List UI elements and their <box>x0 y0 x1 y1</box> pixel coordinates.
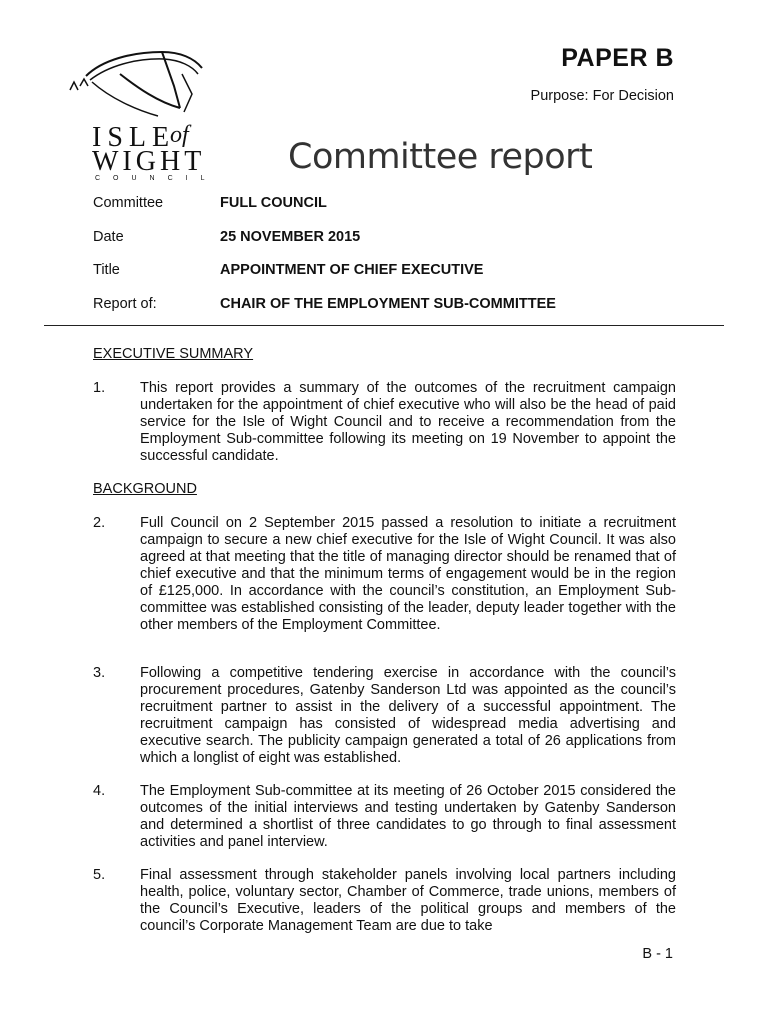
meta-value: CHAIR OF THE EMPLOYMENT SUB-COMMITTEE <box>220 296 556 312</box>
paragraph-2 <box>93 515 676 634</box>
meta-row-report-of <box>93 296 556 312</box>
meta-value: FULL COUNCIL <box>220 195 327 211</box>
paragraph-number: 3. <box>93 665 106 681</box>
paragraph-1 <box>93 380 676 465</box>
paragraph-text: Final assessment through stakeholder panels involving local partners including health, police, voluntary sector, Chamber of Commerce, trade unions, members of the Council’s Executive, leaders of the political groups and members of the council’s Corporate Management Team are due to take <box>140 867 676 934</box>
background-heading: BACKGROUND <box>93 481 197 497</box>
meta-key: Committee <box>93 195 164 211</box>
paragraph-text: Following a competitive tendering exercise in accordance with the council’s procurement procedures, Gatenby Sanderson Ltd was appointed as the council’s recruitment partner to assist in the delivery of a successful appointment. The recruitment campaign has consisted of widespread media advertising and executive search. The publicity campaign generated a total of 26 applications from which a longlist of eight was established. <box>140 665 676 766</box>
meta-key: Title <box>93 262 120 278</box>
logo-text-wight: WIGHT <box>92 146 206 177</box>
logo-text-isle: ISLE <box>92 122 176 153</box>
meta-value: 25 NOVEMBER 2015 <box>220 229 361 245</box>
paragraph-text: This report provides a summary of the outcomes of the recruitment campaign undertaken for the appointment of chief executive who will also be the head of paid service for the Isle of Wight Council and to receive a recommendation from the Employment Sub-committee following its meeting on 19 November to appoint the successful candidate. <box>140 380 676 464</box>
paragraph-4 <box>93 783 676 851</box>
paragraph-number: 1. <box>93 380 106 396</box>
paragraph-text: The Employment Sub-committee at its meeting of 26 October 2015 considered the outcomes of the initial interviews and testing undertaken by Gatenby Sanderson and determined a shortlist of three candidates to go through to final assessment activities and panel interview. <box>140 783 676 850</box>
header-divider <box>44 325 724 326</box>
meta-value: APPOINTMENT OF CHIEF EXECUTIVE <box>220 262 484 278</box>
paragraph-number: 5. <box>93 867 106 883</box>
isle-of-wight-council-logo <box>62 46 212 182</box>
paragraph-number: 4. <box>93 783 106 799</box>
paragraph-text: Full Council on 2 September 2015 passed a resolution to initiate a recruitment campaign to secure a new chief executive for the Isle of Wight Council. It was also agreed at that meeting that the title of managing director should be renamed that of chief executive and that the minimum terms of engagement would be in the region of £125,000. In accordance with the council’s constitution, an Employment Sub-committee was established consisting of the leader, deputy leader together with the other members of the Employment Committee. <box>140 515 676 633</box>
logo-text-of: of <box>170 122 189 148</box>
meta-key: Report of: <box>93 296 157 312</box>
logo-emblem <box>62 46 212 182</box>
meta-row-date <box>93 229 360 245</box>
purpose-text: Purpose: For Decision <box>530 88 674 104</box>
logo-text-council: COUNCIL <box>95 175 212 182</box>
meta-row-committee <box>93 195 327 211</box>
paragraph-3 <box>93 665 676 767</box>
paper-label: PAPER B <box>561 44 674 72</box>
paragraph-5 <box>93 867 676 935</box>
meta-row-title <box>93 262 483 278</box>
report-title: Committee report <box>288 137 593 177</box>
meta-key: Date <box>93 229 124 245</box>
page-number: B - 1 <box>642 946 673 962</box>
paragraph-number: 2. <box>93 515 106 531</box>
executive-summary-heading: EXECUTIVE SUMMARY <box>93 346 254 362</box>
